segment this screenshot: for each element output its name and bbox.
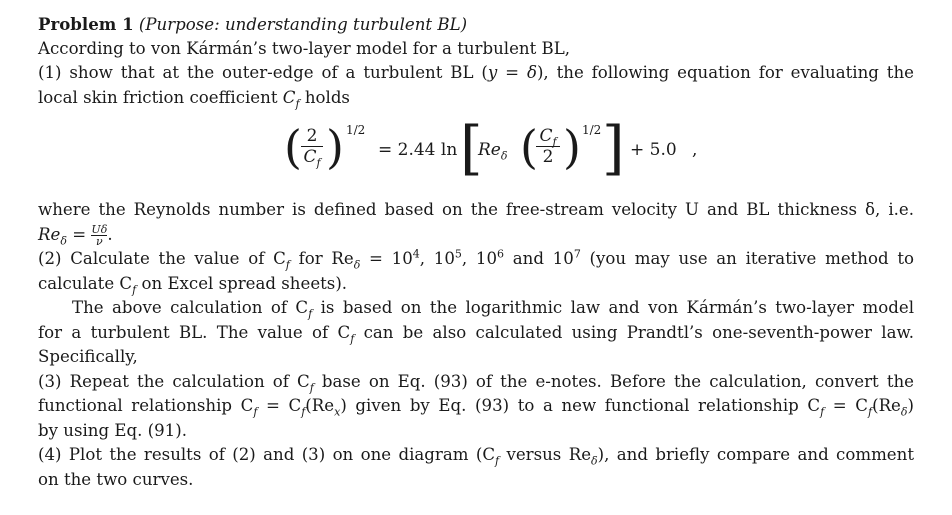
part2-line2: calculate $C_f$ on Excel spread sheets). xyxy=(38,273,348,296)
part1-line2: local skin friction coefficient $C_f$ holds xyxy=(38,87,350,110)
paragraph-line3: Specifically, xyxy=(38,347,138,366)
lhs-exponent: 1/2 xyxy=(346,123,366,137)
part3-line3: by using Eq. (91). xyxy=(38,420,187,440)
re-definition: $Re_\delta$ = $\frac{U\delta}{\nu}$ . xyxy=(38,222,113,248)
plus-constant: + 5.0 xyxy=(630,140,677,160)
where-line: where the Reynolds number is defined based on the free-stream velocity U and BL thickness δ, i.e. xyxy=(38,200,914,219)
equation-comma: , xyxy=(692,140,698,160)
part4-line1: (4) Plot the results of (2) and (3) on one diagram ($C_f$ versus $Re_\delta$), and briefly compare and comment xyxy=(38,445,914,468)
inner-fraction: $C_f$ 2 xyxy=(536,126,560,167)
skin-friction-equation xyxy=(38,114,914,192)
problem-title: Problem 1 xyxy=(38,14,134,34)
problem-purpose: (Purpose: understanding turbulent BL) xyxy=(138,15,468,34)
right-bracket: ] xyxy=(602,114,625,182)
problem-document xyxy=(38,12,914,492)
intro-line: According to von Kármán’s two-layer model for a turbulent BL, xyxy=(38,38,571,58)
part2-line1: (2) Calculate the value of $C_f$ for $Re_\delta = 10^4$, $10^5$, $10^6$ and $10^7$ (you may use an iterative method to xyxy=(38,247,914,272)
problem-heading xyxy=(38,12,914,37)
lhs-fraction: 2 $C_f$ xyxy=(301,126,323,167)
part1-line1: (1) show that at the outer-edge of a turbulent BL (y = δ), the following equation for evaluating the xyxy=(38,63,914,82)
re-delta: $Re_\delta$ xyxy=(478,140,508,163)
paragraph-line1: The above calculation of $C_f$ is based on the logarithmic law and von Kármán’s two-layer model xyxy=(72,298,914,321)
part4-line2: on the two curves. xyxy=(38,469,194,489)
equals-ln: = 2.44 ln xyxy=(378,140,458,160)
left-bracket: [ xyxy=(460,114,483,182)
inner-exponent: 1/2 xyxy=(582,123,602,137)
right-paren: ) xyxy=(326,120,344,174)
paragraph-line2: for a turbulent BL. The value of $C_f$ can be also calculated using Prandtl’s one-seventh-power law. xyxy=(38,322,914,345)
part3-line2: functional relationship $C_f = C_f(Re_x)$ given by Eq. (93) to a new functional relationship $C_f = C_f(Re_\delta)$ xyxy=(38,396,914,419)
left-paren: ( xyxy=(284,120,302,174)
part3-line1: (3) Repeat the calculation of $C_f$ base on Eq. (93) of the e-notes. Before the calculation, convert the xyxy=(38,371,914,394)
inner-left-paren: ( xyxy=(520,120,538,174)
inner-right-paren: ) xyxy=(563,120,581,174)
